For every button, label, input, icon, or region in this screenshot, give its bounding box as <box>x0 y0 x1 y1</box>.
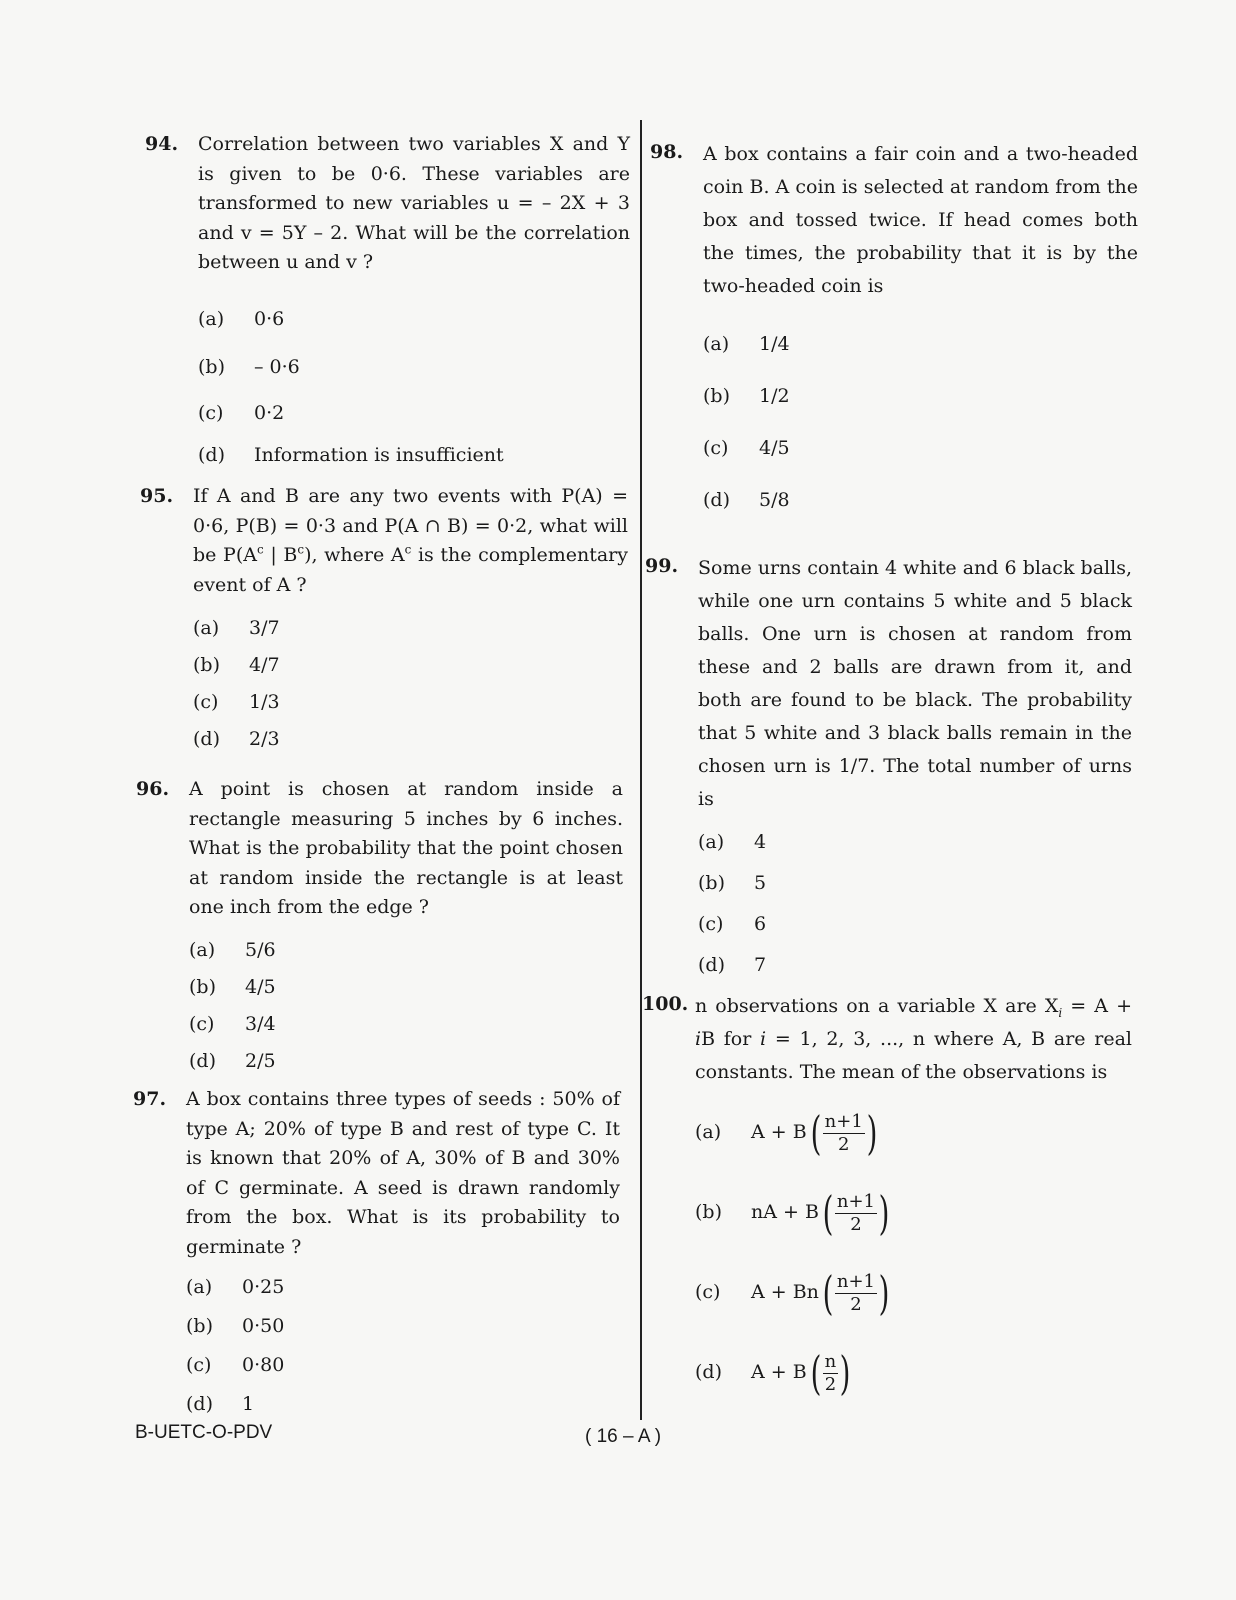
question-text: A box contains three types of seeds : 50% of type A; 20% of type B and rest of type C. It is known that 20% of A, 30% of B and 30% of C germinate. A seed is drawn randomly from the box. What is its probability to germinate ? <box>186 1088 620 1258</box>
option-d: (d) Information is insufficient <box>198 443 504 466</box>
option-a: (a) 3/7 <box>193 616 280 639</box>
fraction-expression: nA + B ( $\frac{n+1}{2}$ ) <box>751 1186 890 1240</box>
fraction-expression: A + B ( $\frac{n}{2}$ ) <box>751 1346 851 1400</box>
option-c: (c) 1/3 <box>193 690 280 713</box>
option-a: (a) 0·25 <box>186 1275 285 1298</box>
option-b: (b) nA + B ( $\frac{n+1}{2}$ ) <box>695 1173 1132 1253</box>
question-97 <box>133 1085 620 1424</box>
question-96 <box>136 775 623 1081</box>
options-list <box>198 296 630 476</box>
options-list <box>695 1093 1132 1413</box>
question-text: If A and B are any two events with P(A) = 0·6, P(B) = 0·3 and P(A ∩ B) = 0·2, what will be $P(A^c$ | $B^c$), where $A^c$ is the complementary event of A ? <box>193 485 629 596</box>
option-d: (d) A + B ( $\frac{n}{2}$ ) <box>695 1333 1132 1413</box>
options-list <box>186 1268 620 1424</box>
options-list <box>703 319 1138 527</box>
option-a: (a) A + B ( $\frac{n+1}{2}$ ) <box>695 1093 1132 1173</box>
option-d: (d) 2/3 <box>193 727 280 750</box>
question-number: 95. <box>140 485 174 507</box>
question-text: Correlation between two variables X and Y is given to be 0·6. These variables are transformed to new variables u = – 2X + 3 and v = 5Y – 2. What will be the correlation between u and v ? <box>198 133 630 273</box>
question-text: A box contains a fair coin and a two-headed coin B. A coin is selected at random from the box and tossed twice. If head comes both the times, the probability that it is by the two-headed coin is <box>703 143 1138 297</box>
question-text: n observations on a variable X are $X_i = A$ + iB for i = 1, 2, 3, ..., n where A, B are real constants. The mean of the observations is <box>695 995 1132 1083</box>
question-number: 98. <box>650 141 684 163</box>
paper-code: B-UETC-O-PDV <box>135 1422 273 1443</box>
question-98 <box>650 138 1138 527</box>
option-c: (c) 6 <box>698 912 767 935</box>
option-a: (a) 0·6 <box>198 307 285 330</box>
option-b: (b) 4/7 <box>193 653 280 676</box>
question-number: 100. <box>642 993 689 1015</box>
page-number: ( 16 – A ) <box>585 1426 662 1447</box>
question-number: 97. <box>133 1088 167 1110</box>
question-95 <box>140 482 628 758</box>
option-b: (b) 0·50 <box>186 1314 285 1337</box>
options-list <box>189 933 623 1081</box>
option-a: (a) 4 <box>698 830 767 853</box>
option-d: (d) 2/5 <box>189 1050 276 1073</box>
option-c: (c) 3/4 <box>189 1013 276 1036</box>
option-c: (c) 4/5 <box>703 437 790 460</box>
question-number: 99. <box>645 555 679 577</box>
question-100 <box>642 990 1132 1413</box>
option-b: (b) 1/2 <box>703 385 790 408</box>
option-b: (b) 5 <box>698 871 767 894</box>
fraction-expression: A + B ( $\frac{n+1}{2}$ ) <box>751 1106 878 1160</box>
option-c: (c) 0·2 <box>198 401 285 424</box>
option-c: (c) A + Bn ( $\frac{n+1}{2}$ ) <box>695 1253 1132 1333</box>
question-94 <box>145 130 630 476</box>
question-number: 94. <box>145 133 179 155</box>
option-a: (a) 1/4 <box>703 333 790 356</box>
option-a: (a) 5/6 <box>189 939 276 962</box>
question-number: 96. <box>136 778 170 800</box>
question-text: Some urns contain 4 white and 6 black balls, while one urn contains 5 white and 5 black balls. One urn is chosen at random from these and 2 balls are drawn from it, and both are found to be black. The probability that 5 white and 3 black balls remain in the chosen urn is 1/7. The total number of urns is <box>698 557 1132 810</box>
option-d: (d) 7 <box>698 953 767 976</box>
fraction-expression: A + Bn ( $\frac{n+1}{2}$ ) <box>751 1266 890 1320</box>
option-b: (b) – 0·6 <box>198 355 300 378</box>
option-b: (b) 4/5 <box>189 976 276 999</box>
options-list <box>698 822 1132 986</box>
option-d: (d) 1 <box>186 1392 255 1415</box>
option-d: (d) 5/8 <box>703 489 790 512</box>
options-list <box>193 610 628 758</box>
question-99 <box>645 552 1132 986</box>
question-text: A point is chosen at random inside a rectangle measuring 5 inches by 6 inches. What is the probability that the point chosen at random inside the rectangle is at least one inch from the edge ? <box>189 778 623 918</box>
option-c: (c) 0·80 <box>186 1353 285 1376</box>
